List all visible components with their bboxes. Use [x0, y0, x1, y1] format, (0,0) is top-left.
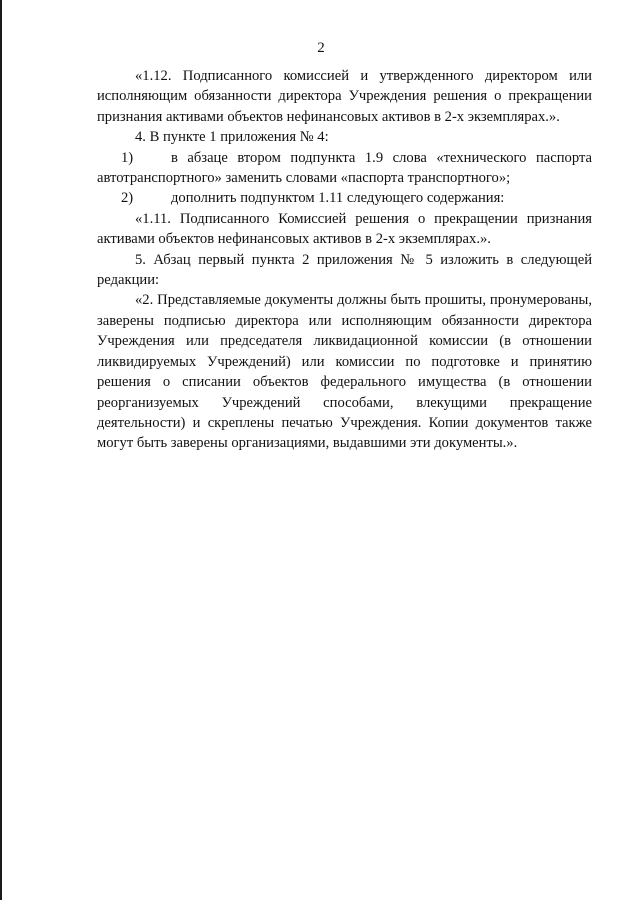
list-item-number: 2): [121, 190, 134, 207]
list-item-1: [97, 148, 592, 189]
paragraph-clause-1-12: «1.12. Подписанного комиссией и утвержденного директором или исполняющим обязанности директора Учреждения решения о прекращении признания активами объектов нефинансовых активов в 2-х экземплярах.».: [97, 68, 592, 125]
paragraph-clause-1-11: «1.11. Подписанного Комиссией решения о прекращении признания активами объектов нефинансовых активов в 2-х экземплярах.».: [97, 210, 592, 248]
list-item-2: [97, 188, 592, 208]
paragraph-section-5-intro: 5. Абзац первый пункта 2 приложения № 5 изложить в следующей редакции:: [97, 251, 592, 289]
list-item-number: 1): [121, 149, 134, 166]
document-body: [97, 66, 592, 454]
paragraph-clause-2: «2. Представляемые документы должны быть прошиты, пронумерованы, заверены подписью директора или исполняющим обязанности директора Учреждения или председателя ликвидационной комиссии (в отношении ликвидируемых Учреждений) или комиссии по подготовке и принятию решения о списании объектов федерального имущества (в отношении реорганизуемых Учреждений способами, влекущими прекращение деятельности) и скреплены печатью Учреждения. Копии документов также могут быть заверены организациями, выдавшими эти документы.».: [97, 292, 592, 452]
paragraph-section-4-intro: 4. В пункте 1 приложения № 4:: [135, 129, 329, 146]
list-item-text: в абзаце втором подпункта 1.9 слова «технического паспорта автотранспортного» заменить словами «паспорта транспортного»;: [97, 149, 592, 187]
list-item-text: дополнить подпунктом 1.11 следующего содержания:: [171, 190, 505, 207]
page-number: 2: [317, 40, 325, 56]
